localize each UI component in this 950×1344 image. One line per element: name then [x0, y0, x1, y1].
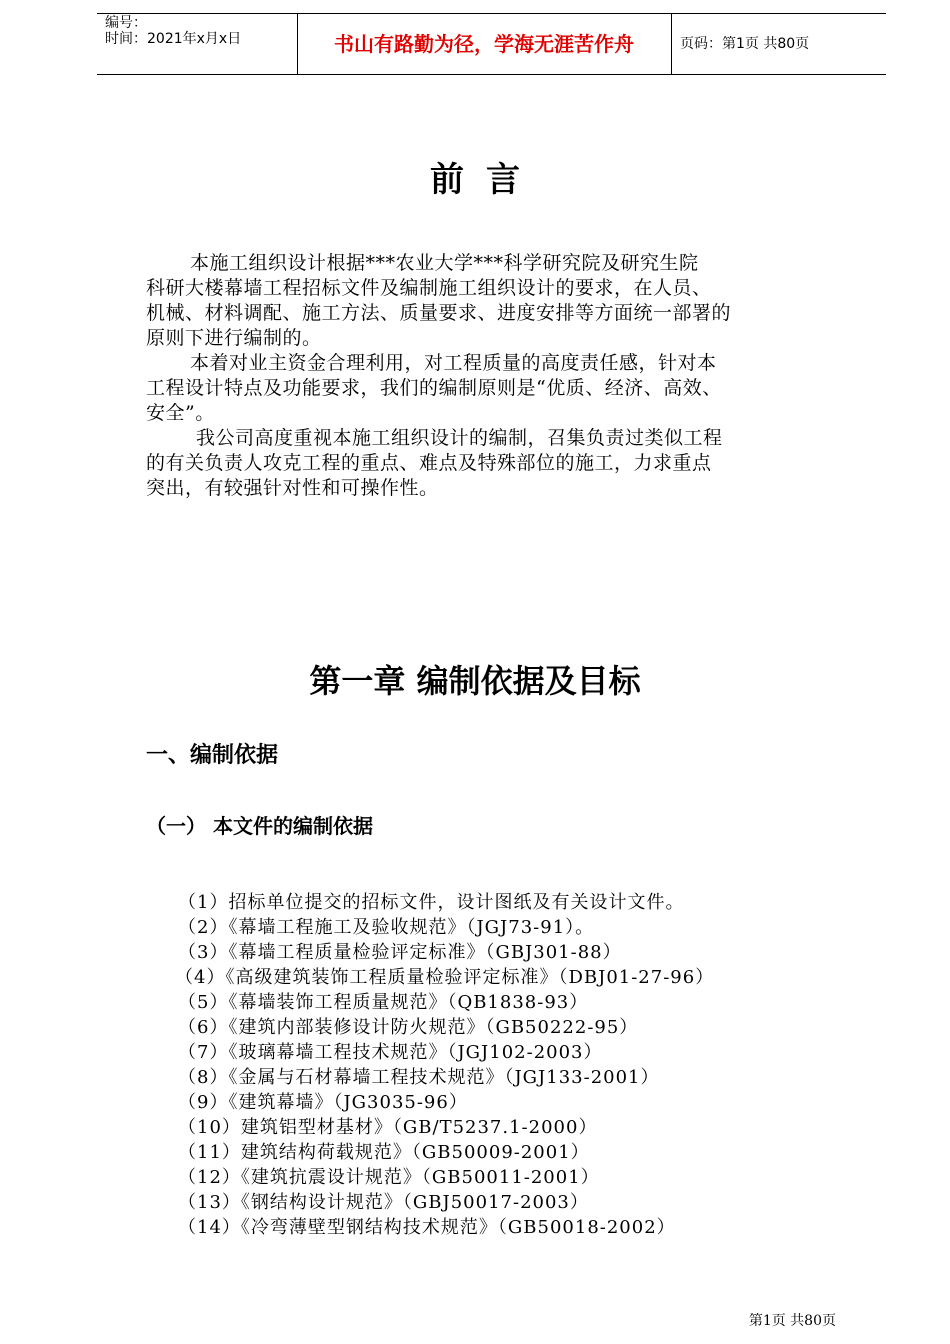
reference-item: （6）《建筑内部装修设计防火规范》（GB50222-95）	[178, 1017, 639, 1038]
document-code-label: 编号：	[105, 15, 147, 31]
preface-line: 机械、材料调配、施工方法、质量要求、进度安排等方面统一部署的	[146, 302, 732, 324]
preface-line: 我公司高度重视本施工组织设计的编制，召集负责过类似工程	[196, 427, 723, 449]
reference-item: （4）《高级建筑装饰工程质量检验评定标准》（DBJ01-27-96）	[175, 967, 715, 988]
header-motto: 书山有路勤为径，学海无涯苦作舟	[297, 14, 672, 74]
reference-item: （12）《建筑抗震设计规范》（GB50011-2001）	[178, 1167, 600, 1188]
section-heading: 一、编制依据	[146, 743, 279, 768]
preface-line: 原则下进行编制的。	[146, 327, 322, 349]
reference-item: （13）《钢结构设计规范》（GBJ50017-2003）	[178, 1192, 589, 1213]
preface-body	[146, 251, 846, 501]
reference-item: （11）建筑结构荷载规范》（GB50009-2001）	[178, 1142, 590, 1163]
preface-line: 工程设计特点及功能要求，我们的编制原则是“优质、经济、高效、	[146, 377, 722, 399]
preface-line: 的有关负责人攻克工程的重点、难点及特殊部位的施工，力求重点	[146, 452, 712, 474]
header-meta	[97, 14, 298, 74]
document-time-label: 时间：2021年x月x日	[105, 31, 242, 47]
reference-item: （1）招标单位提交的招标文件，设计图纸及有关设计文件。	[178, 892, 685, 913]
reference-item: （5）《幕墙装饰工程质量规范》（QB1838-93）	[178, 992, 589, 1013]
preface-line: 本施工组织设计根据***农业大学***科学研究院及研究生院	[190, 252, 699, 274]
preface-title: 前言	[430, 160, 542, 200]
chapter-title: 第一章 编制依据及目标	[309, 662, 641, 700]
subsection-heading: （一） 本文件的编制依据	[146, 814, 373, 838]
reference-item: （7）《玻璃幕墙工程技术规范》（JGJ102-2003）	[178, 1042, 603, 1063]
reference-item: （8）《金属与石材幕墙工程技术规范》（JGJ133-2001）	[178, 1067, 660, 1088]
reference-item: （10）建筑铝型材基材》（GB/T5237.1-2000）	[178, 1117, 598, 1138]
page-footer: 第1页 共80页	[748, 1313, 836, 1329]
preface-line: 安全”。	[146, 402, 215, 424]
reference-list	[175, 890, 715, 1240]
preface-line: 突出，有较强针对性和可操作性。	[146, 477, 439, 499]
header-page-info: 页码：第1页 共80页	[680, 36, 810, 52]
reference-item: （14）《冷弯薄壁型钢结构技术规范》（GB50018-2002）	[178, 1217, 676, 1238]
reference-item: （3）《幕墙工程质量检验评定标准》（GBJ301-88）	[178, 942, 622, 963]
reference-item: （9）《建筑幕墙》（JG3035-96）	[178, 1092, 468, 1113]
preface-line: 科研大楼幕墙工程招标文件及编制施工组织设计的要求，在人员、	[146, 277, 712, 299]
reference-item: （2）《幕墙工程施工及验收规范》（JGJ73-91）。	[178, 917, 595, 938]
page-header	[97, 13, 886, 75]
preface-line: 本着对业主资金合理利用，对工程质量的高度责任感，针对本	[190, 352, 717, 374]
